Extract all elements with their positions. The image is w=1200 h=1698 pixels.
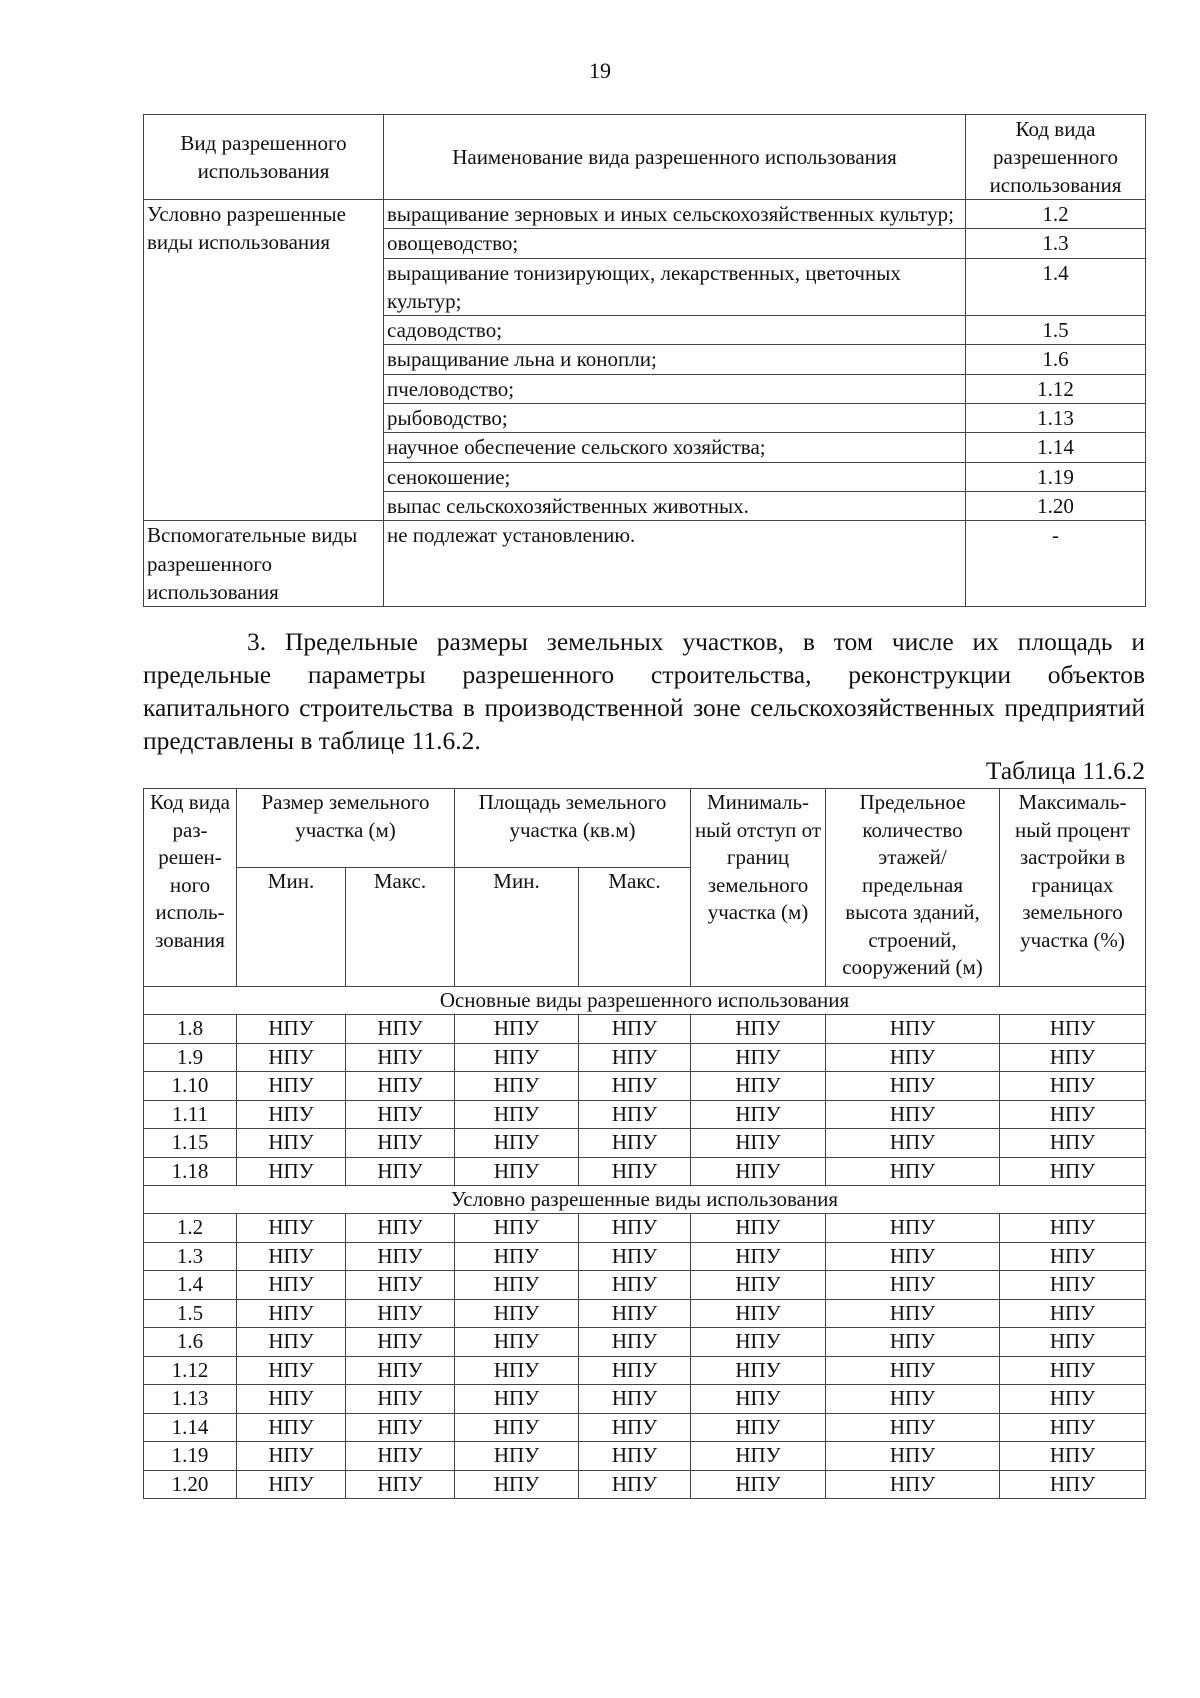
area-min-cell: НПУ bbox=[455, 1470, 579, 1499]
code-cell: 1.14 bbox=[144, 1413, 237, 1442]
area-max-cell: НПУ bbox=[579, 1129, 691, 1158]
area-max-cell: НПУ bbox=[579, 1442, 691, 1471]
table-row bbox=[144, 1328, 1146, 1357]
use-code-cell: 1.20 bbox=[966, 491, 1146, 520]
floors-cell: НПУ bbox=[826, 1100, 1000, 1129]
size-min-cell: НПУ bbox=[237, 1129, 346, 1158]
size-min-cell: НПУ bbox=[237, 1442, 346, 1471]
table-row bbox=[144, 1271, 1146, 1300]
floors-cell: НПУ bbox=[826, 1328, 1000, 1357]
area-min-cell: НПУ bbox=[455, 1214, 579, 1243]
use-code-cell: 1.2 bbox=[966, 200, 1146, 229]
category-auxiliary: Вспомогательные виды разрешенного использования bbox=[144, 521, 384, 607]
coverage-cell: НПУ bbox=[1000, 1299, 1146, 1328]
area-min-cell: НПУ bbox=[455, 1271, 579, 1300]
code-cell: 1.12 bbox=[144, 1356, 237, 1385]
floors-cell: НПУ bbox=[826, 1072, 1000, 1101]
floors-cell: НПУ bbox=[826, 1385, 1000, 1414]
size-min-cell: НПУ bbox=[237, 1299, 346, 1328]
floors-cell: НПУ bbox=[826, 1442, 1000, 1471]
code-cell: 1.20 bbox=[144, 1470, 237, 1499]
code-cell: 1.19 bbox=[144, 1442, 237, 1471]
setback-cell: НПУ bbox=[691, 1015, 826, 1044]
size-min-cell: НПУ bbox=[237, 1242, 346, 1271]
size-max-cell: НПУ bbox=[346, 1470, 455, 1499]
setback-cell: НПУ bbox=[691, 1442, 826, 1471]
setback-cell: НПУ bbox=[691, 1157, 826, 1186]
coverage-cell: НПУ bbox=[1000, 1129, 1146, 1158]
use-code-cell: 1.13 bbox=[966, 404, 1146, 433]
table-row bbox=[144, 1214, 1146, 1243]
land-use-table-body bbox=[144, 200, 1146, 607]
area-max-cell: НПУ bbox=[579, 1100, 691, 1129]
use-name-cell: выпас сельскохозяйственных животных. bbox=[384, 491, 966, 520]
setback-cell: НПУ bbox=[691, 1129, 826, 1158]
setback-cell: НПУ bbox=[691, 1356, 826, 1385]
coverage-cell: НПУ bbox=[1000, 1328, 1146, 1357]
floors-cell: НПУ bbox=[826, 1299, 1000, 1328]
setback-cell: НПУ bbox=[691, 1470, 826, 1499]
header-plot-area: Площадь земельного участка (кв.м) bbox=[455, 789, 691, 868]
table-row bbox=[144, 1442, 1146, 1471]
table-row bbox=[144, 1299, 1146, 1328]
area-min-cell: НПУ bbox=[455, 1100, 579, 1129]
floors-cell: НПУ bbox=[826, 1413, 1000, 1442]
header-size-min: Мин. bbox=[237, 868, 346, 987]
area-min-cell: НПУ bbox=[455, 1442, 579, 1471]
table-row bbox=[144, 200, 1146, 229]
area-min-cell: НПУ bbox=[455, 1242, 579, 1271]
coverage-cell: НПУ bbox=[1000, 1043, 1146, 1072]
area-max-cell: НПУ bbox=[579, 1299, 691, 1328]
size-max-cell: НПУ bbox=[346, 1072, 455, 1101]
paragraph-rest: предельные параметры разрешенного строительства, реконструкции объектов капитального строительства в производственной зоне сельскохозяйственных предприятий представлены в таблице 11.6.2. bbox=[143, 660, 1145, 755]
use-name-cell: овощеводство; bbox=[384, 229, 966, 258]
land-use-table bbox=[143, 114, 1146, 607]
size-min-cell: НПУ bbox=[237, 1072, 346, 1101]
table-row bbox=[144, 1356, 1146, 1385]
code-cell: 1.10 bbox=[144, 1072, 237, 1101]
use-code-cell: 1.5 bbox=[966, 316, 1146, 345]
floors-cell: НПУ bbox=[826, 1157, 1000, 1186]
size-max-cell: НПУ bbox=[346, 1043, 455, 1072]
header-floors: Предельное количество этажей/ предельная высота зданий, строений, сооружений (м) bbox=[826, 789, 1000, 987]
floors-cell: НПУ bbox=[826, 1470, 1000, 1499]
setback-cell: НПУ bbox=[691, 1328, 826, 1357]
area-min-cell: НПУ bbox=[455, 1328, 579, 1357]
use-name-cell: выращивание льна и конопли; bbox=[384, 345, 966, 374]
area-max-cell: НПУ bbox=[579, 1385, 691, 1414]
setback-cell: НПУ bbox=[691, 1413, 826, 1442]
use-code-cell: 1.3 bbox=[966, 229, 1146, 258]
use-code-cell: 1.19 bbox=[966, 462, 1146, 491]
section-title: Основные виды разрешенного использования bbox=[144, 987, 1146, 1015]
floors-cell: НПУ bbox=[826, 1356, 1000, 1385]
size-max-cell: НПУ bbox=[346, 1271, 455, 1300]
size-max-cell: НПУ bbox=[346, 1413, 455, 1442]
area-min-cell: НПУ bbox=[455, 1356, 579, 1385]
header-use-name: Наименование вида разрешенного использования bbox=[384, 115, 966, 200]
coverage-cell: НПУ bbox=[1000, 1015, 1146, 1044]
header-code: Код вида раз-решен-ного исполь-зования bbox=[144, 789, 237, 987]
area-min-cell: НПУ bbox=[455, 1385, 579, 1414]
area-max-cell: НПУ bbox=[579, 1072, 691, 1101]
size-min-cell: НПУ bbox=[237, 1214, 346, 1243]
section-title: Условно разрешенные виды использования bbox=[144, 1186, 1146, 1214]
area-min-cell: НПУ bbox=[455, 1413, 579, 1442]
coverage-cell: НПУ bbox=[1000, 1157, 1146, 1186]
setback-cell: НПУ bbox=[691, 1299, 826, 1328]
section-row bbox=[144, 1186, 1146, 1214]
header-setback: Минималь-ный отступ от границ земельного участка (м) bbox=[691, 789, 826, 987]
use-name-cell: научное обеспечение сельского хозяйства; bbox=[384, 433, 966, 462]
use-code-cell: 1.14 bbox=[966, 433, 1146, 462]
area-min-cell: НПУ bbox=[455, 1299, 579, 1328]
setback-cell: НПУ bbox=[691, 1214, 826, 1243]
size-max-cell: НПУ bbox=[346, 1242, 455, 1271]
header-use-code: Код вида разрешенного использования bbox=[966, 115, 1146, 200]
use-code-cell: 1.4 bbox=[966, 258, 1146, 316]
table-row bbox=[144, 521, 1146, 607]
coverage-cell: НПУ bbox=[1000, 1442, 1146, 1471]
size-min-cell: НПУ bbox=[237, 1157, 346, 1186]
code-cell: 1.8 bbox=[144, 1015, 237, 1044]
use-name-cell: рыбоводство; bbox=[384, 404, 966, 433]
code-cell: 1.9 bbox=[144, 1043, 237, 1072]
size-max-cell: НПУ bbox=[346, 1214, 455, 1243]
use-name-cell: садоводство; bbox=[384, 316, 966, 345]
code-cell: 1.18 bbox=[144, 1157, 237, 1186]
coverage-cell: НПУ bbox=[1000, 1470, 1146, 1499]
size-max-cell: НПУ bbox=[346, 1100, 455, 1129]
table-row bbox=[144, 1470, 1146, 1499]
code-cell: 1.3 bbox=[144, 1242, 237, 1271]
area-min-cell: НПУ bbox=[455, 1157, 579, 1186]
setback-cell: НПУ bbox=[691, 1100, 826, 1129]
size-max-cell: НПУ bbox=[346, 1015, 455, 1044]
size-max-cell: НПУ bbox=[346, 1385, 455, 1414]
code-cell: 1.6 bbox=[144, 1328, 237, 1357]
area-max-cell: НПУ bbox=[579, 1470, 691, 1499]
size-min-cell: НПУ bbox=[237, 1413, 346, 1442]
coverage-cell: НПУ bbox=[1000, 1271, 1146, 1300]
area-min-cell: НПУ bbox=[455, 1072, 579, 1101]
area-max-cell: НПУ bbox=[579, 1242, 691, 1271]
size-max-cell: НПУ bbox=[346, 1442, 455, 1471]
table-row bbox=[144, 1043, 1146, 1072]
area-max-cell: НПУ bbox=[579, 1214, 691, 1243]
code-cell: 1.11 bbox=[144, 1100, 237, 1129]
code-cell: 1.4 bbox=[144, 1271, 237, 1300]
area-max-cell: НПУ bbox=[579, 1015, 691, 1044]
table-row bbox=[144, 1157, 1146, 1186]
use-name-cell: не подлежат установлению. bbox=[384, 521, 966, 607]
size-max-cell: НПУ bbox=[346, 1129, 455, 1158]
size-max-cell: НПУ bbox=[346, 1157, 455, 1186]
header-coverage: Максималь-ный процент застройки в границах земельного участка (%) bbox=[1000, 789, 1146, 987]
category-conditional: Условно разрешенные виды использования bbox=[144, 200, 384, 521]
area-max-cell: НПУ bbox=[579, 1328, 691, 1357]
size-min-cell: НПУ bbox=[237, 1385, 346, 1414]
paragraph-3 bbox=[143, 625, 1145, 757]
coverage-cell: НПУ bbox=[1000, 1214, 1146, 1243]
floors-cell: НПУ bbox=[826, 1043, 1000, 1072]
use-name-cell: пчеловодство; bbox=[384, 374, 966, 403]
header-size-max: Макс. bbox=[346, 868, 455, 987]
table-row bbox=[144, 1015, 1146, 1044]
header-area-max: Макс. bbox=[579, 868, 691, 987]
area-min-cell: НПУ bbox=[455, 1043, 579, 1072]
size-min-cell: НПУ bbox=[237, 1100, 346, 1129]
setback-cell: НПУ bbox=[691, 1385, 826, 1414]
floors-cell: НПУ bbox=[826, 1129, 1000, 1158]
floors-cell: НПУ bbox=[826, 1015, 1000, 1044]
table-row bbox=[144, 1100, 1146, 1129]
area-max-cell: НПУ bbox=[579, 1157, 691, 1186]
coverage-cell: НПУ bbox=[1000, 1356, 1146, 1385]
setback-cell: НПУ bbox=[691, 1043, 826, 1072]
size-min-cell: НПУ bbox=[237, 1328, 346, 1357]
use-name-cell: сенокошение; bbox=[384, 462, 966, 491]
size-max-cell: НПУ bbox=[346, 1299, 455, 1328]
coverage-cell: НПУ bbox=[1000, 1072, 1146, 1101]
table-row bbox=[144, 1413, 1146, 1442]
header-area-min: Мин. bbox=[455, 868, 579, 987]
size-min-cell: НПУ bbox=[237, 1356, 346, 1385]
table-row bbox=[144, 1242, 1146, 1271]
use-code-cell: 1.12 bbox=[966, 374, 1146, 403]
table-row bbox=[144, 1072, 1146, 1101]
area-max-cell: НПУ bbox=[579, 1413, 691, 1442]
area-max-cell: НПУ bbox=[579, 1356, 691, 1385]
code-cell: 1.13 bbox=[144, 1385, 237, 1414]
coverage-cell: НПУ bbox=[1000, 1413, 1146, 1442]
coverage-cell: НПУ bbox=[1000, 1242, 1146, 1271]
use-code-cell: - bbox=[966, 521, 1146, 607]
paragraph-first-line: 3. Предельные размеры земельных участков, в том числе их площадь и bbox=[247, 627, 1145, 656]
setback-cell: НПУ bbox=[691, 1271, 826, 1300]
area-min-cell: НПУ bbox=[455, 1129, 579, 1158]
header-plot-size: Размер земельного участка (м) bbox=[237, 789, 455, 868]
coverage-cell: НПУ bbox=[1000, 1100, 1146, 1129]
floors-cell: НПУ bbox=[826, 1242, 1000, 1271]
section-row bbox=[144, 987, 1146, 1015]
table-caption: Таблица 11.6.2 bbox=[985, 756, 1145, 785]
size-min-cell: НПУ bbox=[237, 1470, 346, 1499]
setback-cell: НПУ bbox=[691, 1072, 826, 1101]
parameters-table-body bbox=[144, 987, 1146, 1499]
size-min-cell: НПУ bbox=[237, 1043, 346, 1072]
size-max-cell: НПУ bbox=[346, 1356, 455, 1385]
use-name-cell: выращивание зерновых и иных сельскохозяйственных культур; bbox=[384, 200, 966, 229]
size-min-cell: НПУ bbox=[237, 1015, 346, 1044]
setback-cell: НПУ bbox=[691, 1242, 826, 1271]
area-min-cell: НПУ bbox=[455, 1015, 579, 1044]
coverage-cell: НПУ bbox=[1000, 1385, 1146, 1414]
parameters-table bbox=[143, 788, 1146, 1499]
floors-cell: НПУ bbox=[826, 1271, 1000, 1300]
use-name-cell: выращивание тонизирующих, лекарственных, цветочных культур; bbox=[384, 258, 966, 316]
table-row bbox=[144, 1385, 1146, 1414]
header-use-type: Вид разрешенного использования bbox=[144, 115, 384, 200]
floors-cell: НПУ bbox=[826, 1214, 1000, 1243]
code-cell: 1.5 bbox=[144, 1299, 237, 1328]
code-cell: 1.2 bbox=[144, 1214, 237, 1243]
size-min-cell: НПУ bbox=[237, 1271, 346, 1300]
area-max-cell: НПУ bbox=[579, 1271, 691, 1300]
code-cell: 1.15 bbox=[144, 1129, 237, 1158]
area-max-cell: НПУ bbox=[579, 1043, 691, 1072]
table-row bbox=[144, 1129, 1146, 1158]
use-code-cell: 1.6 bbox=[966, 345, 1146, 374]
size-max-cell: НПУ bbox=[346, 1328, 455, 1357]
page-number: 19 bbox=[589, 58, 611, 83]
